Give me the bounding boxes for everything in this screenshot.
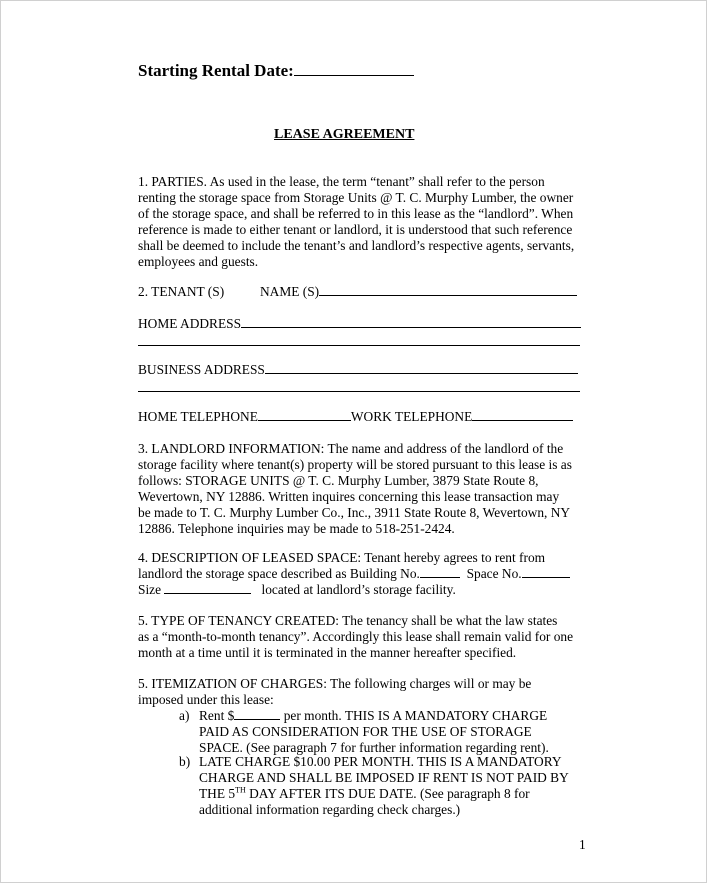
charges-line: 5. ITEMIZATION OF CHARGES: The following charges will or may be	[138, 676, 532, 691]
space-no-blank[interactable]	[522, 577, 570, 578]
charge-a-continuation	[199, 724, 549, 756]
business-address-blank-line-2[interactable]	[138, 391, 580, 392]
home-telephone-label: HOME TELEPHONE	[138, 409, 258, 424]
landlord-line: 12886. Telephone inquiries may be made to 518-251-2424.	[138, 521, 455, 536]
charge-item-a	[179, 708, 547, 724]
size-location-text: located at landlord’s storage facility.	[261, 582, 456, 597]
section-tenancy	[138, 613, 573, 661]
charge-a-marker: a)	[179, 708, 190, 723]
business-address-label: BUSINESS ADDRESS	[138, 362, 265, 377]
charge-b-line3-end: DAY AFTER ITS DUE DATE. (See paragraph 8 for	[245, 786, 530, 801]
leased-space-line: 4. DESCRIPTION OF LEASED SPACE: Tenant hereby agrees to rent from	[138, 550, 546, 565]
work-telephone-label: WORK TELEPHONE	[350, 409, 473, 424]
charges-line: imposed under this lease:	[138, 692, 274, 707]
starting-rental-date-field	[138, 61, 414, 81]
home-address-blank[interactable]	[241, 327, 581, 328]
landlord-line: follows: STORAGE UNITS @ T. C. Murphy Lumber, 3879 State Route 8,	[138, 473, 539, 488]
section-landlord	[138, 441, 572, 537]
charge-b-line: additional information regarding check charges.)	[199, 802, 461, 817]
document-title: LEASE AGREEMENT	[274, 127, 415, 142]
telephone-fields	[138, 409, 573, 425]
tenant-name-blank[interactable]	[319, 295, 577, 296]
tenancy-line: 5. TYPE OF TENANCY CREATED: The tenancy shall be what the law states	[138, 613, 558, 628]
landlord-line: storage facility where tenant(s) property will be stored pursuant to this lease is as	[138, 457, 572, 472]
charge-item-b	[179, 754, 562, 770]
leased-space-line	[138, 566, 570, 582]
tenant-name-label: NAME (S)	[260, 284, 320, 299]
business-address-field	[138, 362, 578, 378]
charge-b-line	[199, 786, 569, 802]
home-address-label: HOME ADDRESS	[138, 316, 242, 331]
charge-b-line: CHARGE AND SHALL BE IMPOSED IF RENT IS NOT PAID BY	[199, 770, 569, 785]
home-telephone-blank[interactable]	[258, 420, 351, 421]
starting-rental-date-label: Starting Rental Date:	[138, 61, 294, 80]
charge-a-line: PAID AS CONSIDERATION FOR THE USE OF STORAGE	[199, 724, 532, 739]
business-address-blank[interactable]	[265, 373, 578, 374]
size-label: Size	[138, 582, 162, 597]
charge-b-marker: b)	[179, 754, 191, 769]
landlord-line: be made to T. C. Murphy Lumber Co., Inc., 3911 State Route 8, Wevertown, NY	[138, 505, 571, 520]
parties-line: reference is made to either tenant or landlord, it is understood that such reference	[138, 222, 573, 237]
charge-b-line3-start: THE 5	[199, 786, 236, 801]
section-charges	[138, 676, 531, 708]
home-address-field	[138, 316, 581, 332]
charge-a-text: per month. THIS IS A MANDATORY CHARGE	[283, 708, 548, 723]
building-no-label: landlord the storage space described as Building No.	[138, 566, 420, 581]
charge-a-line: SPACE. (See paragraph 7 for further information regarding rent).	[199, 740, 549, 755]
starting-rental-date-blank[interactable]	[294, 75, 414, 76]
home-address-blank-line-2[interactable]	[138, 345, 580, 346]
parties-line: shall be deemed to include the tenant’s and landlord’s respective agents, servants,	[138, 238, 575, 253]
page-number: 1	[579, 837, 586, 852]
rent-amount-blank[interactable]	[234, 719, 280, 720]
charge-b-text: LATE CHARGE $10.00 PER MONTH. THIS IS A MANDATORY	[199, 754, 562, 769]
work-telephone-blank[interactable]	[472, 420, 573, 421]
parties-line: renting the storage space from Storage Units @ T. C. Murphy Lumber, the owner	[138, 190, 574, 205]
building-no-blank[interactable]	[420, 577, 460, 578]
landlord-line: 3. LANDLORD INFORMATION: The name and address of the landlord of the	[138, 441, 564, 456]
tenancy-line: as a “month-to-month tenancy”. Accordingly this lease shall remain valid for one	[138, 629, 574, 644]
section-leased-space	[138, 550, 570, 598]
charge-b-continuation	[199, 770, 569, 818]
parties-line: 1. PARTIES. As used in the lease, the term “tenant” shall refer to the person	[138, 174, 545, 189]
tenant-name-field	[260, 284, 577, 300]
section-parties	[138, 174, 574, 270]
tenant-label: 2. TENANT (S)	[138, 284, 225, 299]
parties-line: of the storage space, and shall be referred to in this lease as the “landlord”. When	[138, 206, 574, 221]
superscript-th: TH	[235, 785, 246, 795]
landlord-line: Wevertown, NY 12886. Written inquires concerning this lease transaction may	[138, 489, 560, 504]
parties-line: employees and guests.	[138, 254, 259, 269]
leased-space-line	[138, 582, 570, 598]
rent-label: Rent $	[199, 708, 235, 723]
space-no-label: Space No.	[466, 566, 522, 581]
size-blank[interactable]	[164, 593, 251, 594]
tenancy-line: month at a time until it is terminated in the manner hereafter specified.	[138, 645, 517, 660]
